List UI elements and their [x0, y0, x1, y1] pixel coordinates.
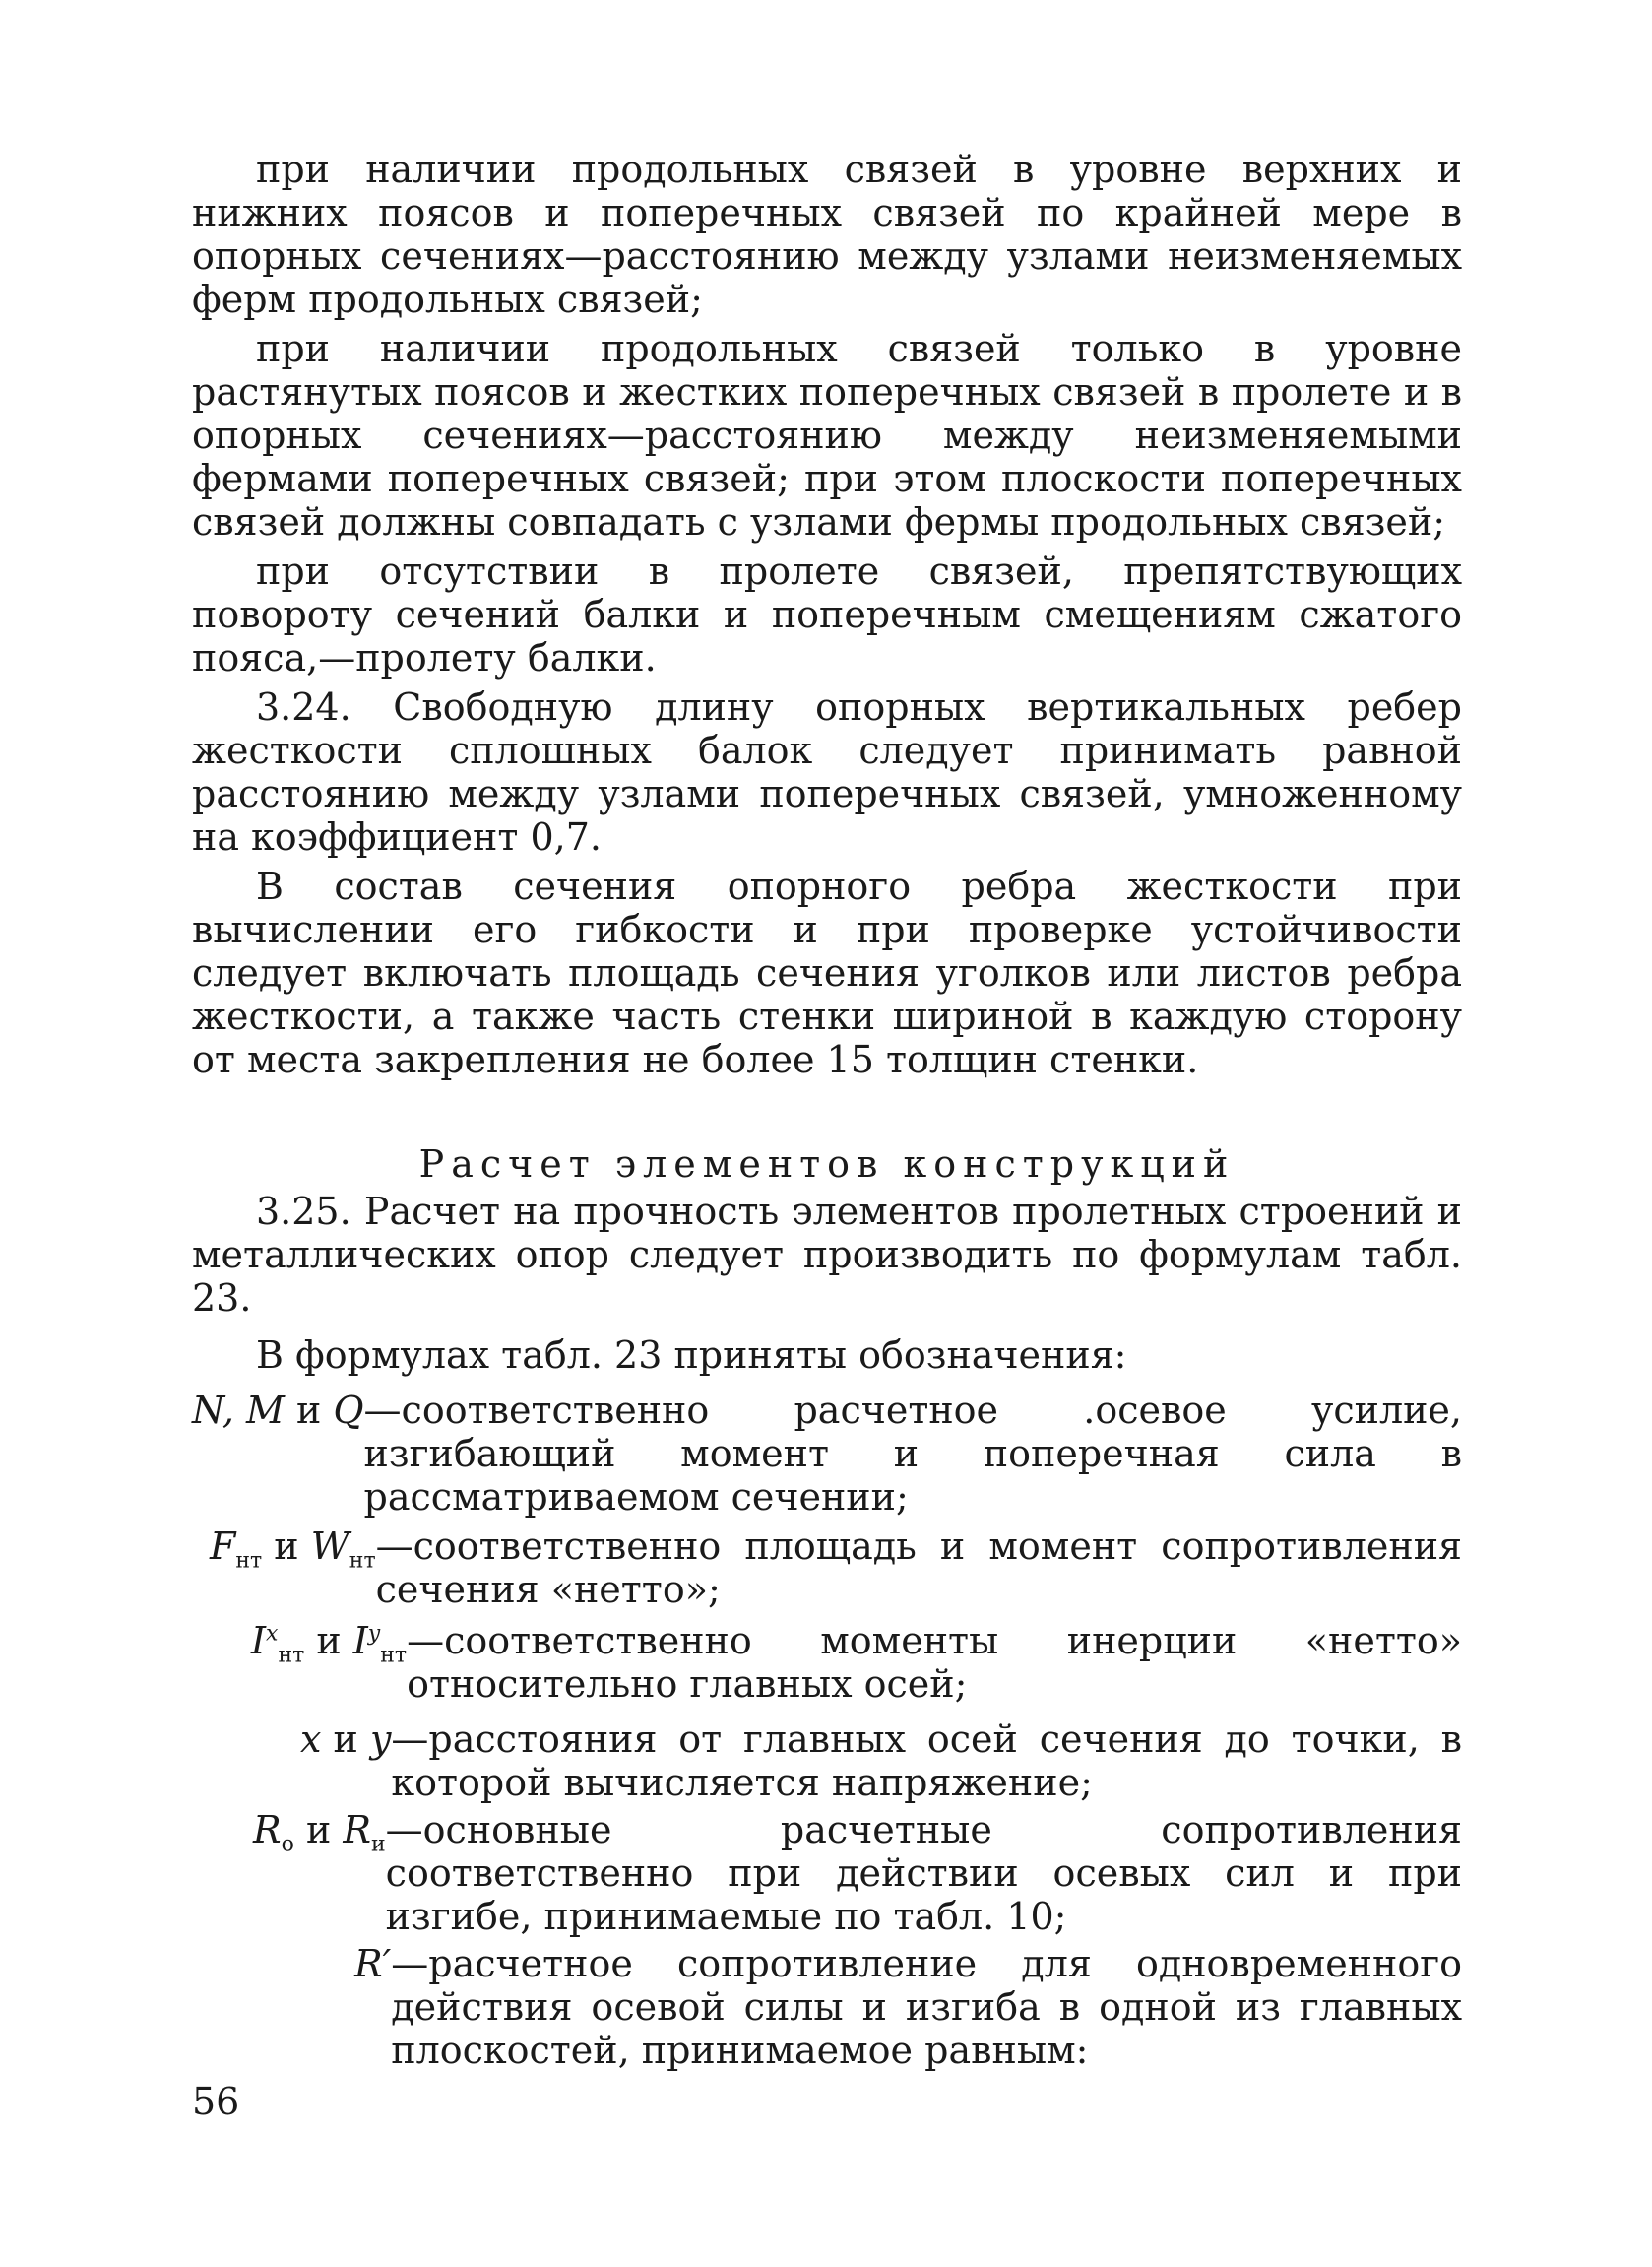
- definition-text: —соответственно площадь и момент сопротивления сечения «нетто»;: [375, 1524, 1462, 1611]
- definition-item: [210, 1524, 1462, 1611]
- definition-item: [300, 1717, 1462, 1804]
- definition-term: $R_о$ и $R_и$: [253, 1808, 386, 1857]
- definition-text: —расчетное сопротивление для одновременного действия осевой силы и изгиба в одной из главных плоскостей, принимаемое равным:: [391, 1942, 1462, 2072]
- definition-item: [251, 1619, 1462, 1706]
- definition-text: —соответственно расчетное .осевое усилие, изгибающий момент и поперечная сила в рассматриваемом сечении;: [363, 1389, 1462, 1519]
- paragraph-3-25: 3.25. Расчет на прочность элементов пролетных строений и металлических опор следует производить по формулам табл. 23.: [192, 1190, 1462, 1320]
- definition-term: x и y: [300, 1717, 392, 1761]
- definition-term: $I^x_{нт}$ и $I^y_{нт}$: [251, 1619, 408, 1668]
- definition-item: [192, 1389, 1462, 1519]
- page-number: 56: [192, 2080, 240, 2123]
- paragraph-notation-intro: В формулах табл. 23 приняты обозначения:: [256, 1333, 1127, 1377]
- definitions-list: [192, 1389, 1462, 2072]
- definition-text: —основные расчетные сопротивления соответственно при действии осевых сил и при изгибе, принимаемые по табл. 10;: [385, 1808, 1462, 1938]
- paragraph-tension-chord-bracing: при наличии продольных связей только в уровне растянутых поясов и жестких поперечных связей в пролете и в опорных сечениях—расстоянию между неизменяемыми фермами поперечных связей; при этом плоскости поперечных связей должны совпадать с узлами фермы продольных связей;: [192, 327, 1462, 544]
- section-heading: Расчет элементов конструкций: [418, 1142, 1236, 1186]
- definition-item: [354, 1942, 1462, 2072]
- definition-text: —расстояния от главных осей сечения до точки, в которой вычисляется напряжение;: [391, 1717, 1462, 1804]
- paragraph-3-24: 3.24. Свободную длину опорных вертикальных ребер жесткости сплошных балок следует принимать равной расстоянию между узлами поперечных связей, умноженному на коэффициент 0,7.: [192, 685, 1462, 859]
- paragraph-stiffener-section: В состав сечения опорного ребра жесткости при вычислении его гибкости и при проверке устойчивости следует включать площадь сечения уголков или листов ребра жесткости, а также часть стенки шириной в каждую сторону от места закрепления не более 15 толщин стенки.: [192, 865, 1462, 1081]
- top-text-block: [192, 148, 1462, 1081]
- definition-term: N, M и Q: [192, 1389, 364, 1432]
- definition-term: $F_{нт}$ и $W_{нт}$: [210, 1524, 376, 1574]
- definition-term: R′: [354, 1942, 392, 1985]
- paragraph-no-bracing: при отсутствии в пролете связей, препятствующих повороту сечений балки и поперечным смещениям сжатого пояса,—пролету балки.: [192, 550, 1462, 680]
- definition-item: [253, 1808, 1462, 1938]
- definition-text: —соответственно моменты инерции «нетто» относительно главных осей;: [407, 1619, 1462, 1706]
- section-block: [192, 1142, 1462, 1377]
- paragraph-longitudinal-bracing: при наличии продольных связей в уровне верхних и нижних поясов и поперечных связей по крайней мере в опорных сечениях—расстоянию между узлами неизменяемых ферм продольных связей;: [192, 148, 1462, 321]
